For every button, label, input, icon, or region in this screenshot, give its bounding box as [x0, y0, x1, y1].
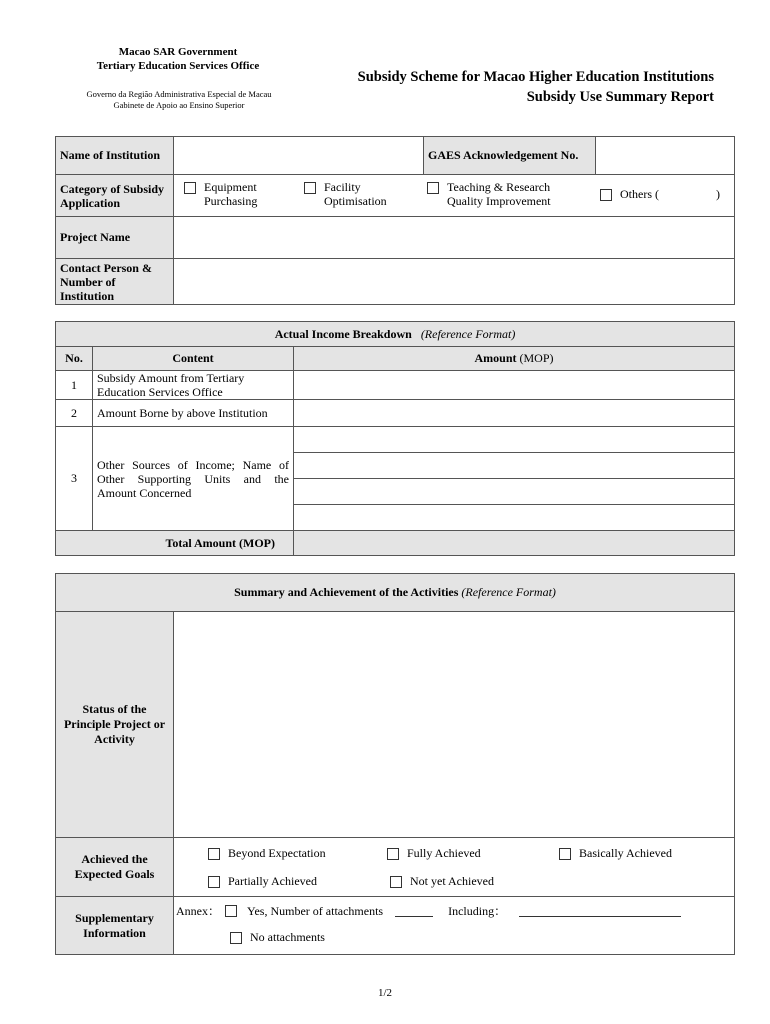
institution-info-table: [55, 136, 735, 305]
project-label: Project Name: [56, 217, 174, 259]
goal-fully-label: Fully Achieved: [407, 846, 481, 860]
income-table: [55, 321, 735, 556]
contact-field[interactable]: [174, 259, 735, 305]
goal-basically[interactable]: [559, 846, 672, 860]
no-attachments-label: No attachments: [250, 930, 325, 944]
checkbox-beyond[interactable]: [208, 848, 220, 860]
yes-attachments-label: Yes, Number of attachments: [247, 904, 384, 919]
income-title-note: (Reference Format): [420, 326, 516, 341]
category-equipment-line2: Purchasing: [204, 194, 258, 208]
checkbox-yes-attachments[interactable]: [225, 905, 237, 917]
income-title: Actual Income Breakdown: [274, 326, 412, 341]
category-others[interactable]: [600, 187, 720, 201]
category-facility-line1: Facility: [324, 180, 361, 194]
checkbox-equipment[interactable]: [184, 182, 196, 194]
supp-label: Supplementary Information: [56, 897, 174, 955]
including-label: Including：: [448, 904, 507, 919]
goal-beyond[interactable]: [208, 846, 326, 860]
title-line2: Subsidy Use Summary Report: [526, 89, 714, 105]
category-facility[interactable]: [304, 180, 387, 208]
row2-content: Amount Borne by above Institution: [93, 400, 294, 427]
goal-partially-label: Partially Achieved: [228, 874, 317, 888]
goal-beyond-label: Beyond Expectation: [228, 846, 326, 860]
col-amount-unit: (MOP): [519, 351, 554, 365]
gaes-label: GAES Acknowledgement No.: [424, 137, 596, 175]
total-amount[interactable]: [294, 531, 735, 556]
col-no: No.: [56, 347, 93, 371]
org-name-pt: [68, 89, 290, 111]
category-teaching-line1: Teaching & Research: [447, 180, 551, 194]
col-amount: [294, 347, 735, 371]
category-others-open: Others (: [620, 187, 659, 201]
contact-label: Contact Person & Number of Institution: [56, 259, 174, 305]
project-field[interactable]: [174, 217, 735, 259]
row2-amount[interactable]: [294, 400, 735, 427]
goal-partially[interactable]: [208, 874, 317, 888]
status-field[interactable]: [174, 612, 735, 838]
checkbox-others[interactable]: [600, 189, 612, 201]
including-field[interactable]: [519, 906, 681, 917]
row2-no: 2: [56, 400, 93, 427]
status-label: Status of the Principle Project or Activity: [56, 612, 174, 838]
document-title: [358, 67, 714, 107]
category-equipment[interactable]: [184, 180, 257, 208]
checkbox-teaching[interactable]: [427, 182, 439, 194]
no-attachments-option[interactable]: [230, 930, 325, 944]
page-number: 1/2: [377, 987, 393, 999]
annex-row: [176, 902, 681, 919]
checkbox-fully[interactable]: [387, 848, 399, 860]
category-teaching-line2: Quality Improvement: [447, 194, 551, 208]
institution-label: Name of Institution: [56, 137, 174, 175]
goal-not-yet[interactable]: [390, 874, 494, 888]
checkbox-partially[interactable]: [208, 876, 220, 888]
title-line1: Subsidy Scheme for Macao Higher Education Institutions: [357, 69, 714, 85]
org-name: [78, 45, 278, 73]
summary-title-note: (Reference Format): [461, 585, 556, 599]
row3-amount-1[interactable]: [294, 427, 735, 453]
row3-amount-4[interactable]: [294, 505, 735, 531]
summary-title: Summary and Achievement of the Activities: [234, 585, 459, 599]
row3-content: Other Sources of Income; Name of Other Supporting Units and the Amount Concerned: [93, 427, 294, 531]
checkbox-basically[interactable]: [559, 848, 571, 860]
row1-amount[interactable]: [294, 371, 735, 400]
gaes-field[interactable]: [596, 137, 735, 175]
goals-label: Achieved the Expected Goals: [56, 838, 174, 897]
supp-content: [174, 897, 735, 955]
pt-line1: Governo da Região Administrativa Especial de Macau: [86, 89, 272, 99]
category-equipment-line1: Equipment: [204, 180, 257, 194]
row3-amount-3[interactable]: [294, 479, 735, 505]
goals-options: [174, 838, 735, 897]
row3-no: 3: [56, 427, 93, 531]
income-title-cell: [56, 322, 735, 347]
checkbox-not-yet[interactable]: [390, 876, 402, 888]
row1-content: Subsidy Amount from Tertiary Education Services Office: [93, 371, 294, 400]
row1-no: 1: [56, 371, 93, 400]
category-teaching[interactable]: [427, 180, 551, 208]
attachments-count-field[interactable]: [395, 906, 433, 917]
summary-table: [55, 573, 735, 955]
goal-fully[interactable]: [387, 846, 481, 860]
category-others-close: ): [716, 187, 720, 201]
col-content: Content: [93, 347, 294, 371]
annex-label: Annex：: [176, 904, 220, 919]
org-line1: Macao SAR Government: [118, 46, 238, 58]
checkbox-no-attachments[interactable]: [230, 932, 242, 944]
pt-line2: Gabinete de Apoio ao Ensino Superior: [113, 100, 245, 110]
goal-not-yet-label: Not yet Achieved: [410, 874, 494, 888]
category-options: [174, 175, 735, 217]
institution-field[interactable]: [174, 137, 424, 175]
checkbox-facility[interactable]: [304, 182, 316, 194]
org-line2: Tertiary Education Services Office: [96, 60, 260, 72]
category-facility-line2: Optimisation: [324, 194, 387, 208]
summary-title-cell: [56, 574, 735, 612]
total-label: Total Amount (MOP): [56, 531, 294, 556]
goal-basically-label: Basically Achieved: [579, 846, 672, 860]
row3-amount-2[interactable]: [294, 453, 735, 479]
category-label: Category of Subsidy Application: [56, 175, 174, 217]
col-amount-label: Amount: [474, 351, 517, 365]
